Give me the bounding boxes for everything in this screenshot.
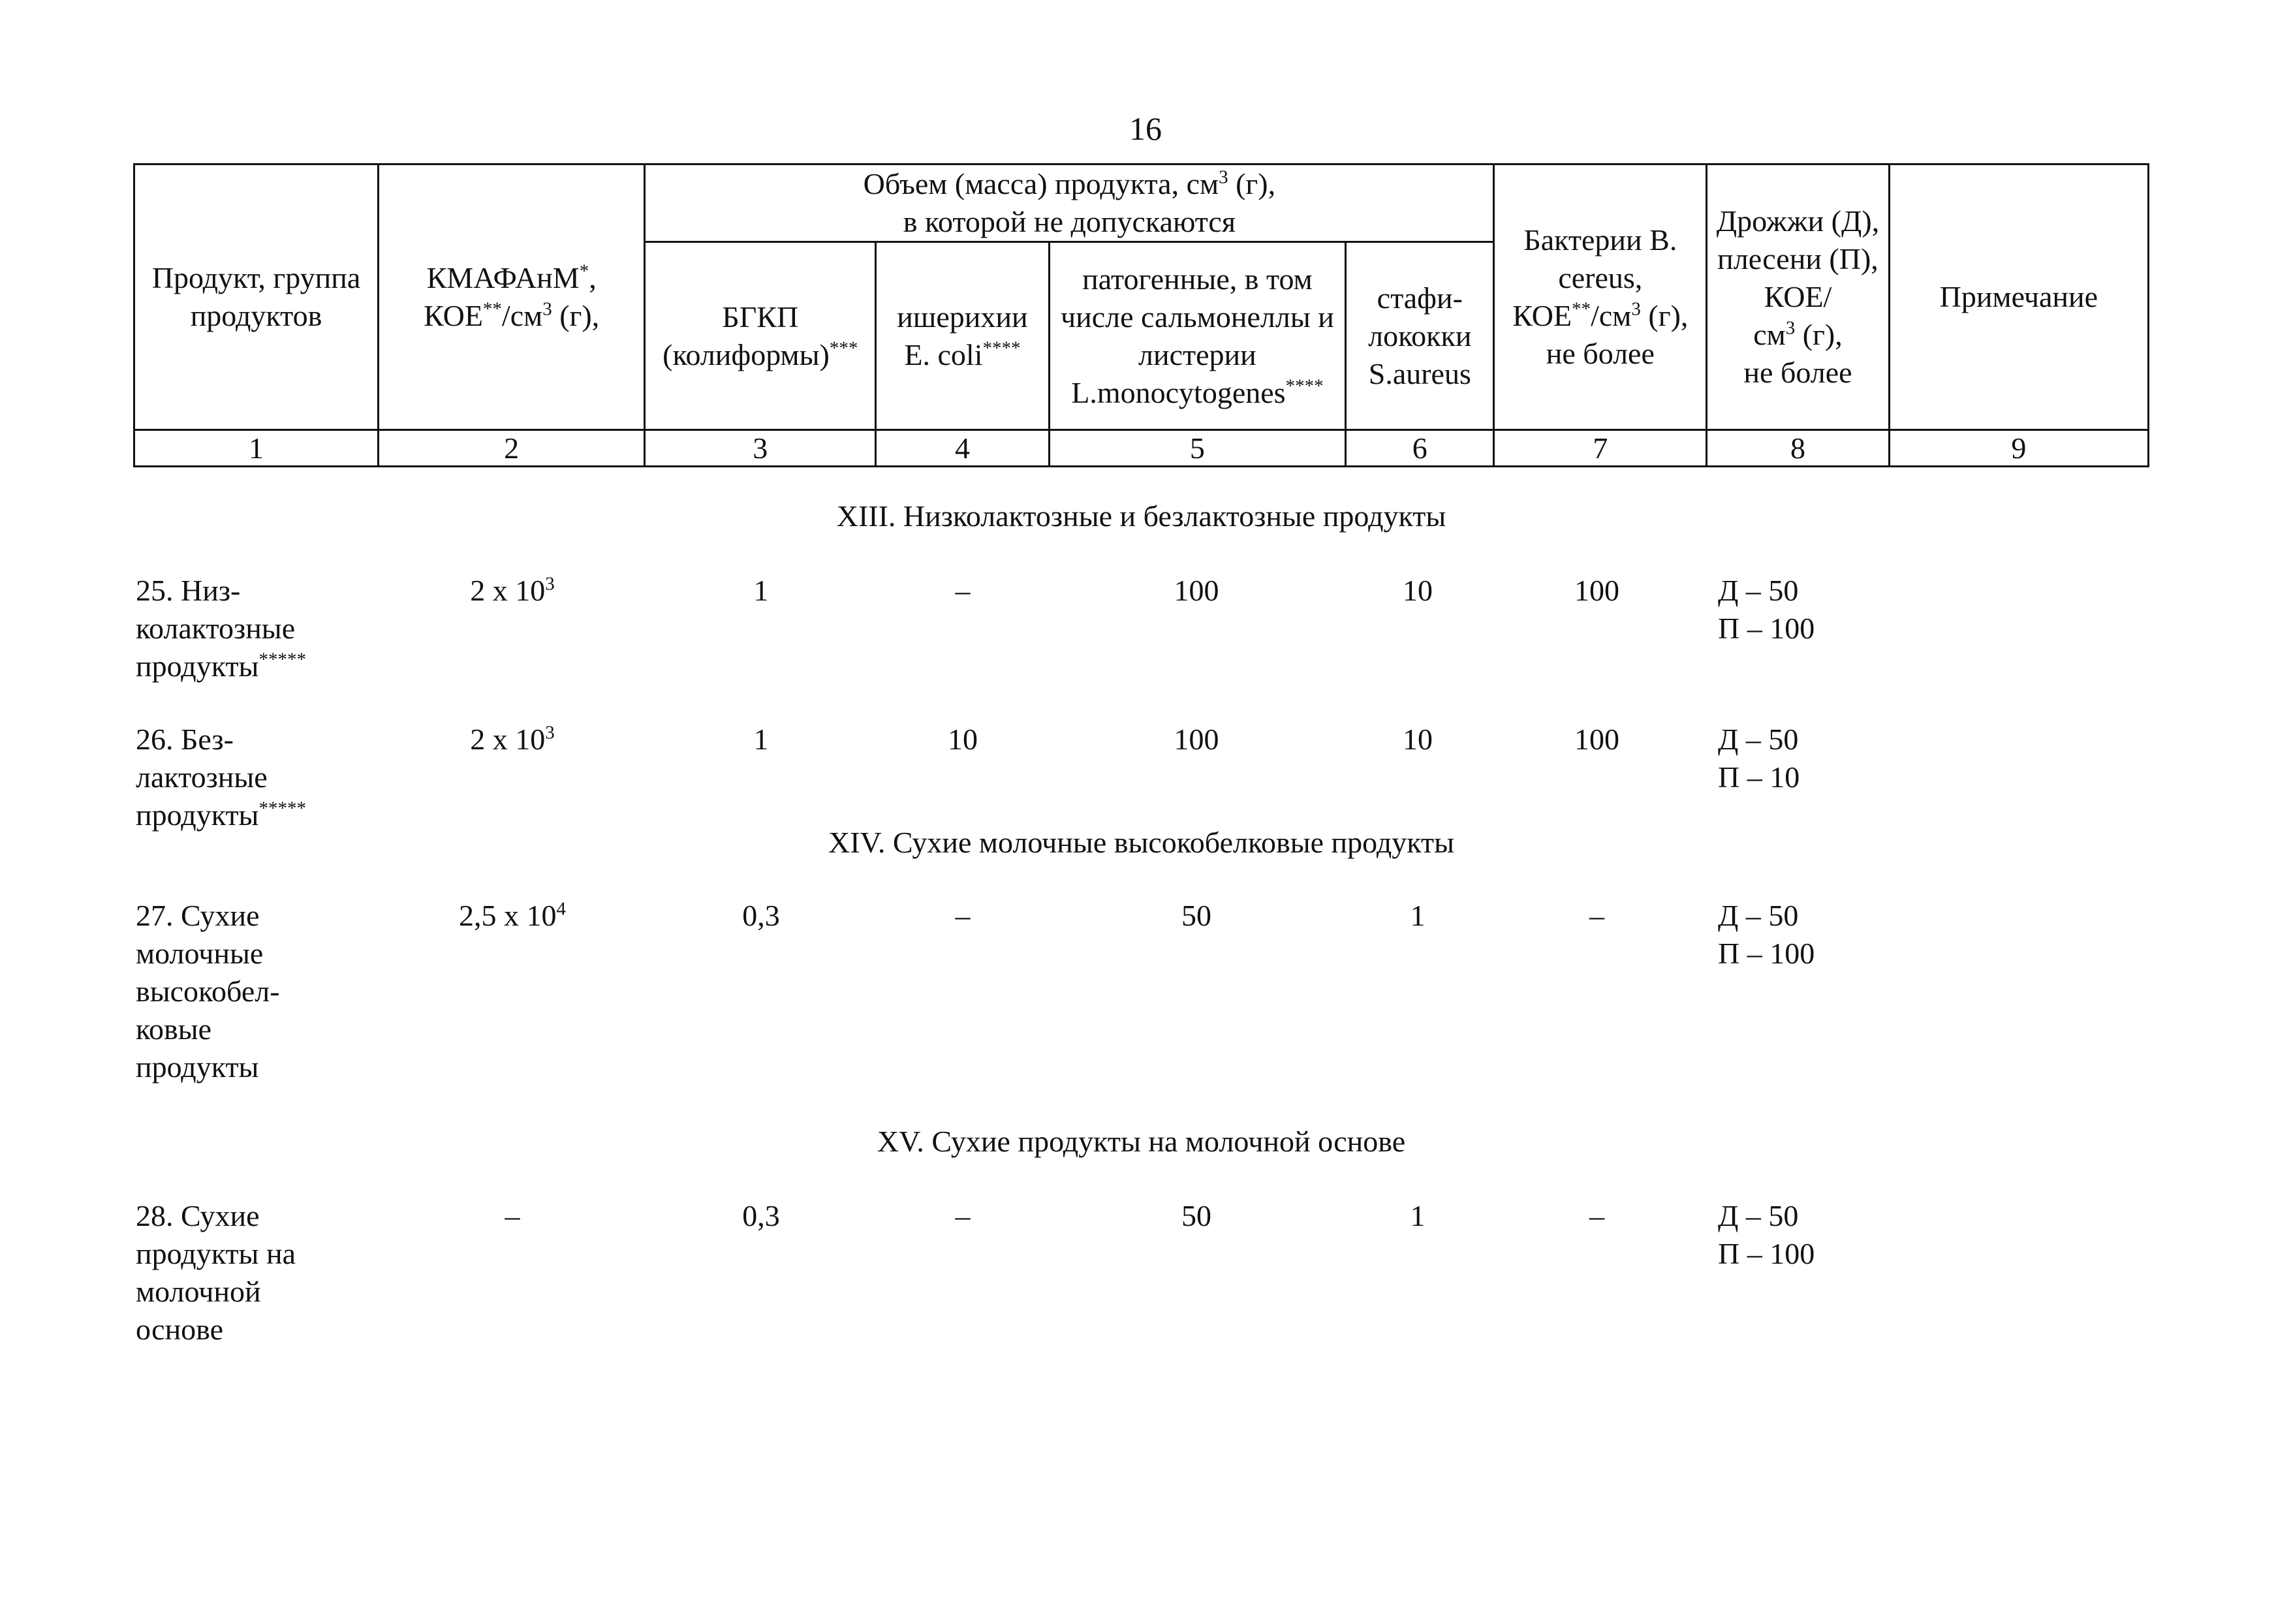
column-number: 4 bbox=[876, 430, 1049, 467]
staph-value: 1 bbox=[1410, 899, 1426, 932]
yeast-mold-value: Д – 50 П – 100 bbox=[1718, 1199, 1815, 1270]
pathogenic-value: 50 bbox=[1181, 1199, 1211, 1232]
staph-value: 10 bbox=[1403, 723, 1433, 756]
bgkp-value: 1 bbox=[753, 723, 769, 756]
column-number: 6 bbox=[1346, 430, 1494, 467]
column-number: 8 bbox=[1707, 430, 1890, 467]
column-number: 7 bbox=[1494, 430, 1707, 467]
header-table bbox=[133, 163, 2149, 467]
product-name: 27. Сухие молочные высокобел- ковые продукты bbox=[136, 899, 280, 1084]
kmafanm-value: 2 х $10^3$ bbox=[470, 722, 555, 756]
bgkp-value: 0,3 bbox=[742, 899, 780, 932]
column-number: 9 bbox=[1889, 430, 2148, 467]
kmafanm-value: – bbox=[505, 1199, 520, 1232]
section-heading: XIV. Сухие молочные высокобелковые продукты bbox=[828, 826, 1454, 859]
staph-value: 1 bbox=[1410, 1199, 1426, 1232]
yeast-mold-value: Д – 50 П – 100 bbox=[1718, 574, 1815, 645]
header-bgkp: БГКП (колиформы)*** bbox=[645, 242, 876, 430]
header-product-group: Продукт, группа продуктов bbox=[134, 164, 379, 430]
yeast-mold-value: Д – 50 П – 10 bbox=[1718, 723, 1800, 794]
bcereus-value: – bbox=[1589, 1199, 1604, 1232]
ecoli-value: 10 bbox=[948, 723, 978, 756]
ecoli-value: – bbox=[955, 899, 971, 932]
ecoli-value: – bbox=[955, 574, 971, 607]
header-kmafanm: КМАФАнМ*, $КОЕ^{**}/см^3$ (г), bbox=[379, 164, 645, 430]
section-heading: XV. Сухие продукты на молочной основе bbox=[877, 1125, 1406, 1158]
column-number: 5 bbox=[1049, 430, 1346, 467]
bcereus-value: 100 bbox=[1574, 723, 1619, 756]
kmafanm-value: 2 х $10^3$ bbox=[470, 573, 555, 607]
bcereus-value: 100 bbox=[1574, 574, 1619, 607]
column-number: 2 bbox=[379, 430, 645, 467]
column-number: 3 bbox=[645, 430, 876, 467]
header-staph: стафи-лококки S.aureus bbox=[1346, 242, 1494, 430]
page-number: 16 bbox=[1129, 110, 1162, 147]
pathogenic-value: 50 bbox=[1181, 899, 1211, 932]
column-number: 1 bbox=[134, 430, 379, 467]
ecoli-value: – bbox=[955, 1199, 971, 1232]
kmafanm-value: 2,5 х $10^4$ bbox=[459, 898, 566, 932]
header-note: Примечание bbox=[1889, 164, 2148, 430]
bgkp-value: 0,3 bbox=[742, 1199, 780, 1232]
product-name: 28. Сухие продукты на молочной основе bbox=[136, 1199, 296, 1346]
product-name: 25. Низ- колактозные продукты***** bbox=[136, 574, 306, 683]
header-yeast-mold: Дрожжи (Д), плесени (П), КОЕ/ $см^3$ (г), не более bbox=[1707, 164, 1890, 430]
pathogenic-value: 100 bbox=[1174, 574, 1219, 607]
bcereus-value: – bbox=[1589, 899, 1604, 932]
header-volume-group: Объем (масса) продукта, $см^3$ (г), в которой не допускаются bbox=[645, 164, 1494, 242]
header-ecoli: ишерихии E. coli**** bbox=[876, 242, 1049, 430]
section-heading: XIII. Низколактозные и безлактозные продукты bbox=[836, 499, 1446, 533]
header-pathogenic: патогенные, в том числе сальмонеллы и листерии L.monocytogenes**** bbox=[1049, 242, 1346, 430]
bgkp-value: 1 bbox=[753, 574, 769, 607]
yeast-mold-value: Д – 50 П – 100 bbox=[1718, 899, 1815, 970]
pathogenic-value: 100 bbox=[1174, 723, 1219, 756]
header-bcereus: Бактерии B. cereus, $КОЕ^{**}/см^3$ (г), не более bbox=[1494, 164, 1707, 430]
product-name: 26. Без- лактозные продукты***** bbox=[136, 723, 306, 832]
staph-value: 10 bbox=[1403, 574, 1433, 607]
